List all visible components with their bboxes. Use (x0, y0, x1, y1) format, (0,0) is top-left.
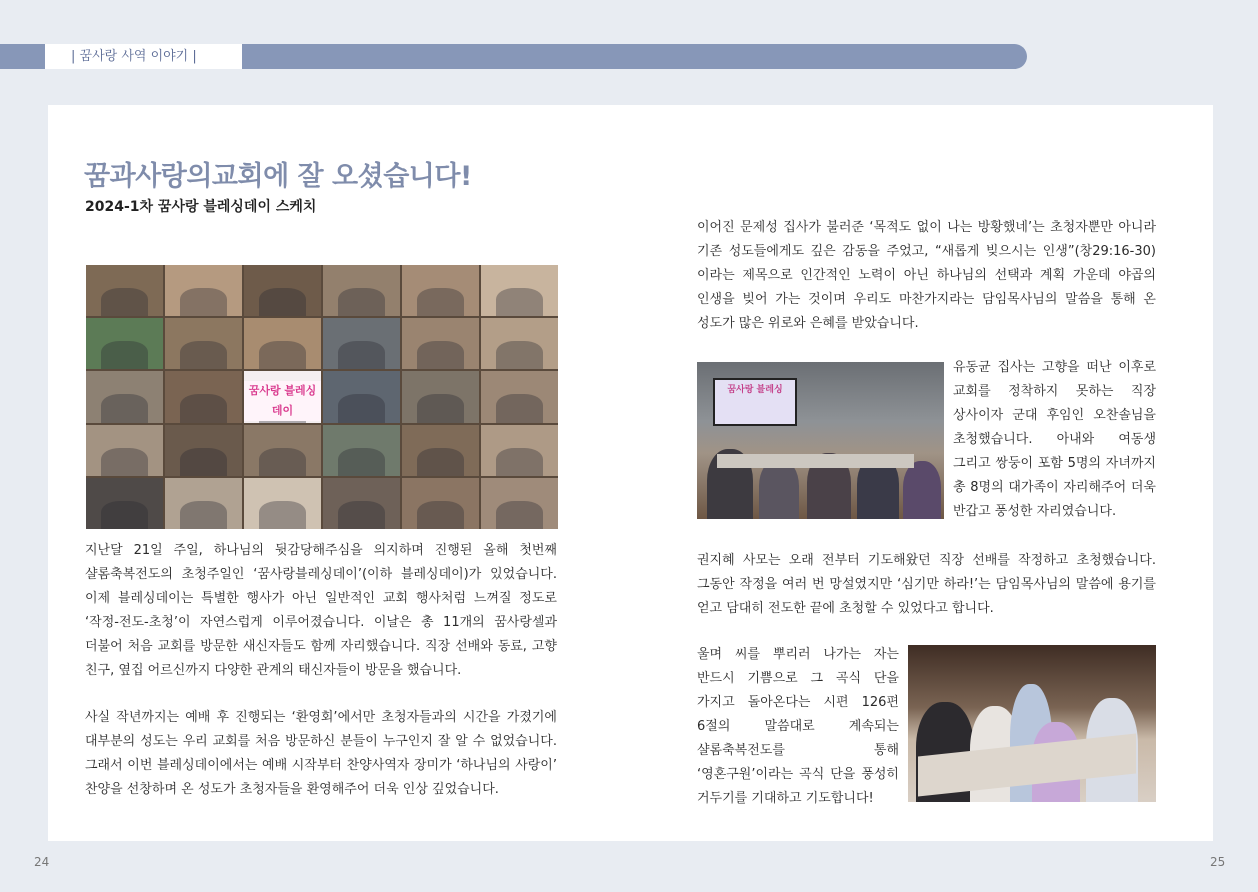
collage-photo (402, 371, 479, 422)
section-label: | 꿈사랑 사역 이야기 | (45, 44, 242, 69)
people-silhouette (903, 461, 941, 519)
family-photo (697, 362, 944, 519)
collage-photo (165, 478, 242, 529)
collage-photo (323, 478, 400, 529)
page-subtitle: 2024-1차 꿈사랑 블레싱데이 스케치 (85, 199, 317, 215)
collage-photo (86, 265, 163, 316)
collage-photo (165, 425, 242, 476)
people-silhouette (759, 459, 799, 519)
blessing-day-banner-photo (244, 371, 321, 422)
collage-photo (323, 425, 400, 476)
collage-photo (402, 318, 479, 369)
collage-photo (323, 371, 400, 422)
collage-photo (402, 478, 479, 529)
collage-photo (244, 425, 321, 476)
collage-photo (323, 318, 400, 369)
collage-photo (86, 425, 163, 476)
collage-photo (244, 265, 321, 316)
body-paragraph-5: 권지혜 사모는 오래 전부터 기도해왔던 직장 선배를 작정하고 초청했습니다. 그동안 작정을 여러 번 망설였지만 ‘심기만 하라!’는 담임목사님의 말씀에 용기를 얻고 담대히 전도한 끝에 초청할 수 있었다고 합니다. (697, 553, 1156, 616)
group-photo (908, 645, 1156, 802)
collage-photo (165, 265, 242, 316)
event-photo-collage (86, 265, 558, 529)
collage-photo (481, 318, 558, 369)
collage-photo (481, 371, 558, 422)
table (717, 454, 914, 468)
presentation-screen: 꿈사랑 블레싱 (713, 378, 797, 426)
body-paragraph-4: 유동균 집사는 고향을 떠난 이후로 교회를 정착하지 못하는 직장 상사이자 군대 후임인 오찬솔님을 초청했습니다. 아내와 여동생 그리고 쌍둥이 포함 5명의 자녀까지 총 8명의 대가족이 자리해주어 더욱 반갑고 풍성한 자리였습니다. (953, 360, 1156, 519)
collage-photo (402, 425, 479, 476)
page-number-right: 25 (1210, 855, 1226, 869)
body-paragraph-3: 이어진 문제성 집사가 불러준 ‘목적도 없이 나는 방황했네’는 초청자뿐만 아니라 기존 성도들에게도 깊은 감동을 주었고, “새롭게 빚으시는 인생”(창29:16-30)이라는 제목으로 인간적인 노력이 아닌 하나님의 선택과 계획 가운데 야곱의 인생을 빚어 가는 것이며 우리도 마찬가지라는 담임목사님의 말씀을 통해 온 성도가 많은 위로와 은혜를 받았습니다. (697, 220, 1156, 331)
collage-photo (165, 371, 242, 422)
blessing-day-banner: 꿈사랑 블레싱 데이 (244, 381, 321, 421)
collage-photo (481, 425, 558, 476)
page-title: 꿈과사랑의교회에 잘 오셨습니다! (84, 161, 472, 192)
collage-photo (481, 265, 558, 316)
collage-photo (86, 371, 163, 422)
collage-photo (481, 478, 558, 529)
body-paragraph-6: 울며 씨를 뿌리러 나가는 자는 반드시 기쁨으로 그 곡식 단을 가지고 돌아온다는 시편 126편 6절의 말씀대로 계속되는 샬롬축복전도를 통해 ‘영혼구원’이라는 곡식 단을 풍성히 거두기를 기대하고 기도합니다! (697, 647, 899, 806)
collage-photo (244, 318, 321, 369)
body-paragraph-2: 사실 작년까지는 예배 후 진행되는 ‘환영회’에서만 초청자들과의 시간을 가졌기에 대부분의 성도는 우리 교회를 처음 방문하신 분들이 누구인지 잘 알 수 없었습니다. 그래서 이번 블레싱데이에서는 예배 시작부터 찬양사역자 장미가 ‘하나님의 사랑이’ 찬양을 선창하며 온 성도가 초청자들을 환영해주어 더욱 인상 깊었습니다. (85, 710, 557, 797)
collage-photo (402, 265, 479, 316)
collage-photo (244, 478, 321, 529)
body-paragraph-1: 지난달 21일 주일, 하나님의 뒷감당해주심을 의지하며 진행된 올해 첫번째 샬롬축복전도의 초청주일인 ‘꿈사랑블레싱데이’(이하 블레싱데이)가 있었습니다. 이제 블레싱데이는 특별한 행사가 아닌 일반적인 교회 행사처럼 느껴질 정도로 ‘작정-전도-초청’이 자연스럽게 이루어졌습니다. 이날은 총 11개의 꿈사랑셀과 더불어 처음 교회를 방문한 새신자들도 함께 자리했습니다. 직장 선배와 동료, 고향 친구, 옆집 어르신까지 다양한 관계의 태신자들이 방문을 했습니다. (85, 543, 557, 678)
collage-photo (165, 318, 242, 369)
collage-photo (323, 265, 400, 316)
page-number-left: 24 (34, 855, 50, 869)
collage-photo (86, 318, 163, 369)
collage-photo (86, 478, 163, 529)
